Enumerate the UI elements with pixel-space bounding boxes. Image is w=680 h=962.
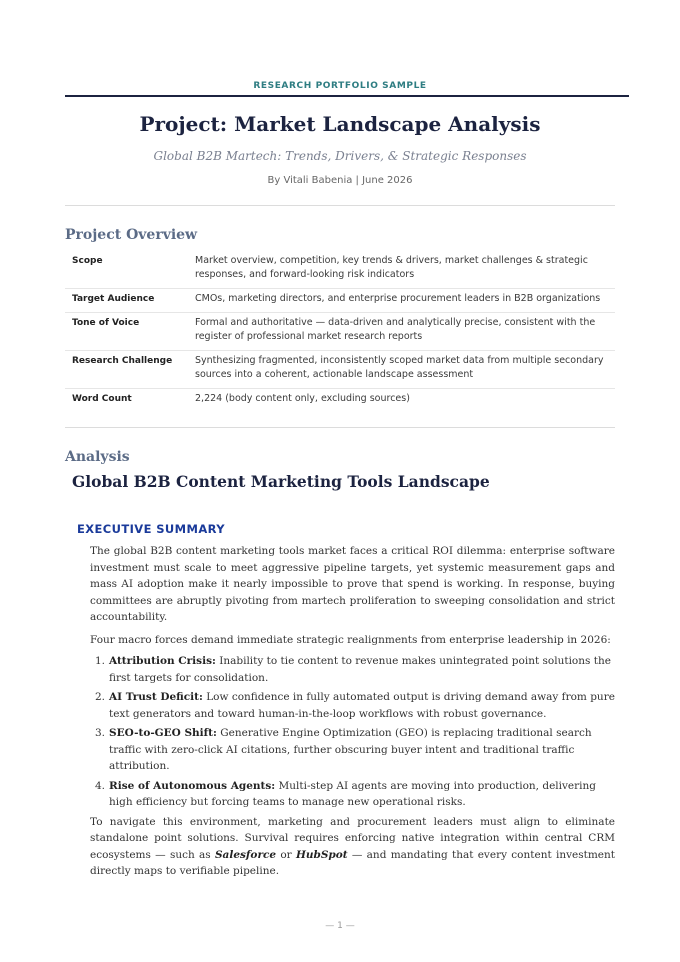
force-text: Inability to tie content to revenue makes unintegrated point solutions the first targets for consolidation.	[109, 655, 611, 684]
force-text: Generative Engine Optimization (GEO) is replacing traditional search traffic with zero-click AI citations, further obscuring buyer intent and traditional traffic attribution.	[109, 727, 592, 772]
list-number: 4.	[95, 779, 106, 792]
executive-summary-heading: EXECUTIVE SUMMARY	[77, 522, 226, 536]
table-row	[65, 251, 615, 289]
list-item	[90, 778, 615, 811]
paragraph-text: or	[276, 848, 296, 861]
row-value: CMOs, marketing directors, and enterprise procurement leaders in B2B organizations	[188, 289, 615, 313]
force-label: AI Trust Deficit:	[109, 691, 203, 703]
row-key: Tone of Voice	[65, 313, 188, 351]
summary-paragraph: The global B2B content marketing tools market faces a critical ROI dilemma: enterprise software investment must scale to meet aggressive pipeline targets, yet systemic measurement gaps and mass AI adoption make it nearly impossible to prove that spend is working. In response, buying committees are abruptly pivoting from martech proliferation to sweeping consolidation and strict accountability.	[90, 545, 615, 623]
divider	[65, 427, 615, 428]
row-key: Word Count	[72, 394, 132, 404]
force-text: Multi-step AI agents are moving into production, delivering high efficiency but forcing teams to manage new operational risks.	[109, 779, 597, 808]
row-value: 2,224 (body content only, excluding sources)	[195, 393, 410, 404]
brand-name: HubSpot	[295, 848, 348, 861]
force-text: Low confidence in fully automated output is driving demand away from pure text generators and toward human-in-the-loop workflows with robust governance.	[109, 691, 615, 720]
list-number: 3.	[95, 727, 106, 739]
table-row	[65, 313, 615, 351]
portfolio-kicker: RESEARCH PORTFOLIO SAMPLE	[253, 81, 427, 91]
divider	[65, 205, 615, 206]
page-number: — 1 —	[325, 921, 355, 931]
analysis-subheading: Global B2B Content Marketing Tools Landscape	[72, 472, 490, 491]
row-key: Target Audience	[65, 289, 188, 313]
page-subtitle: Global B2B Martech: Trends, Drivers, & Strategic Responses	[153, 149, 527, 163]
paragraph-text: — and mandating that every content investment directly maps to verifiable pipeline.	[90, 848, 615, 877]
list-item	[90, 689, 615, 722]
byline: By Vitali Babenia | June 2026	[267, 175, 413, 186]
page-title: Project: Market Landscape Analysis	[139, 112, 541, 136]
list-number: 1.	[95, 655, 106, 667]
summary-paragraph	[90, 814, 615, 880]
summary-paragraph: Four macro forces demand immediate strategic realignments from enterprise leadership in 2026:	[90, 633, 611, 646]
table-row	[65, 289, 615, 313]
row-value: Formal and authoritative — data-driven and analytically precise, consistent with the register of professional market research reports	[188, 313, 615, 351]
force-label: Attribution Crisis:	[109, 655, 216, 667]
header-rule	[65, 95, 629, 97]
table-row	[65, 351, 615, 389]
row-value: Market overview, competition, key trends & drivers, market challenges & strategic responses, and forward-looking risk indicators	[188, 251, 615, 289]
list-item	[90, 725, 615, 775]
table-row	[65, 389, 615, 413]
macro-forces-list	[90, 653, 615, 811]
row-value: Synthesizing fragmented, inconsistently scoped market data from multiple secondary sources into a coherent, actionable landscape assessment	[188, 351, 615, 389]
brand-name: Salesforce	[214, 848, 277, 861]
overview-table	[65, 251, 615, 412]
overview-heading: Project Overview	[65, 227, 198, 243]
paragraph-text: To navigate this environment, marketing and procurement leaders must align to eliminate standalone point solutions. Survival requires enforcing native integration within central CRM ecosystems — such as	[90, 815, 615, 861]
analysis-heading: Analysis	[65, 449, 130, 465]
row-key: Scope	[65, 251, 188, 289]
force-label: Rise of Autonomous Agents:	[109, 779, 276, 792]
list-item	[90, 653, 615, 686]
row-key: Research Challenge	[65, 351, 188, 389]
executive-summary-body	[90, 543, 615, 880]
force-label: SEO-to-GEO Shift:	[109, 727, 217, 739]
list-number: 2.	[95, 691, 106, 703]
